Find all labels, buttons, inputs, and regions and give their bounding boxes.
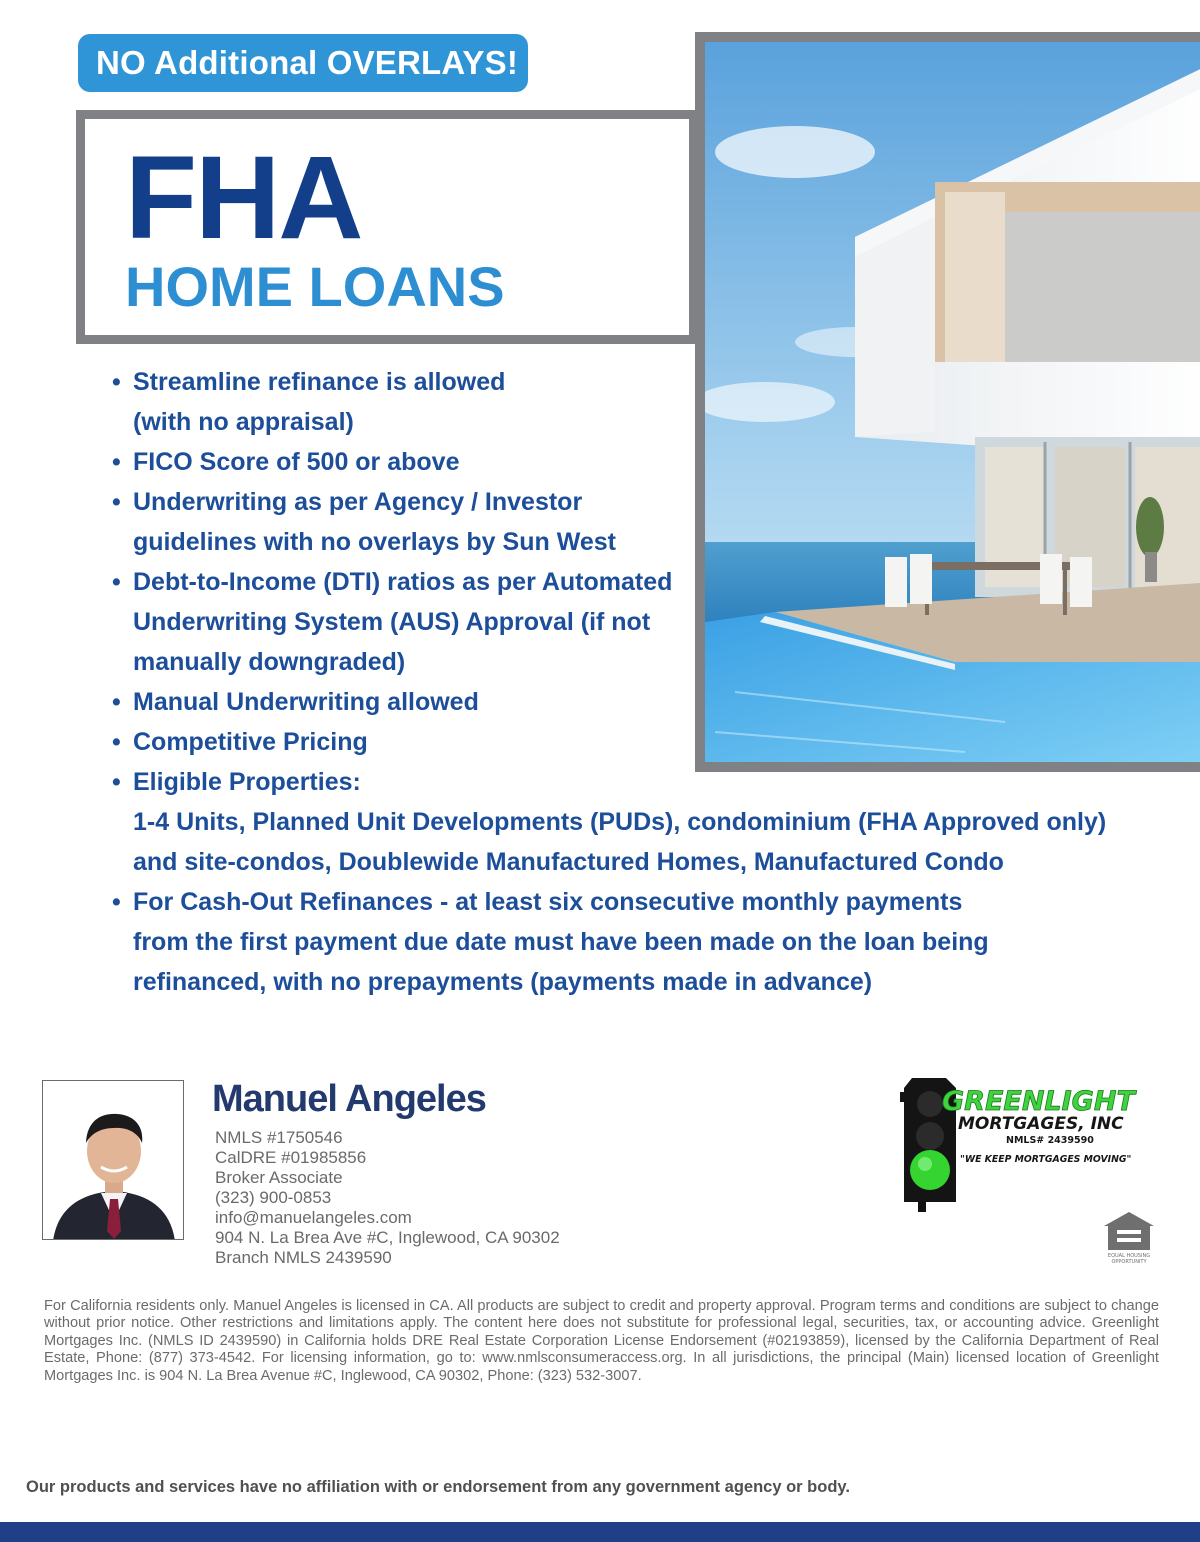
feature-list [112,362,1112,1002]
bullet-line: • Competitive Pricing [133,728,368,756]
ehl-line1: EQUAL HOUSING [1107,1253,1151,1259]
logo-name-line2: MORTGAGES, INC [958,1114,1124,1134]
bullet-line: • Manual Underwriting allowed [133,688,479,716]
bullet-line: • For Cash-Out Refinances - at least six consecutive monthly payments [133,888,963,916]
bullet-line: Underwriting System (AUS) Approval (if not [133,608,651,636]
bullet-line: • FICO Score of 500 or above [133,448,460,476]
ehl-line2: OPPORTUNITY [1111,1259,1147,1265]
bullet-line: refinanced, with no prepayments (payments made in advance) [133,968,873,996]
logo-name-line1: GREENLIGHT [942,1086,1135,1117]
bullet-line: • Streamline refinance is allowed [133,368,506,396]
agent-branch-nmls: Branch NMLS 2439590 [215,1248,392,1267]
bullet-underwriting [112,482,1112,562]
agent-address: 904 N. La Brea Ave #C, Inglewood, CA 90302 [215,1228,560,1247]
agent-email: info@manuelangeles.com [215,1208,412,1227]
agent-contact-block [215,1128,560,1268]
bottom-bar [0,1522,1200,1542]
affiliation-note: Our products and services have no affiliation with or endorsement from any government agency or body. [26,1478,850,1496]
bullet-line: and site-condos, Doublewide Manufactured Homes, Manufactured Condo [133,848,1004,876]
agent-headshot [42,1080,184,1240]
bullet-manual-underwriting [112,682,1112,722]
bullet-line: from the first payment due date must have been made on the loan being [133,928,989,956]
bullet-eligible-properties [112,762,1112,882]
agent-role: Broker Associate [215,1168,343,1187]
bullet-line: guidelines with no overlays by Sun West [133,528,616,556]
bullet-cash-out [112,882,1112,1002]
page-title: FHA [125,132,362,264]
bullet-streamline [112,362,1112,442]
bullet-line: manually downgraded) [133,648,406,676]
bullet-fico [112,442,1112,482]
agent-nmls: NMLS #1750546 [215,1128,343,1147]
title-box [76,110,698,344]
bullet-line: 1-4 Units, Planned Unit Developments (PUDs), condominium (FHA Approved only) [133,808,1107,836]
greenlight-logo [900,1074,1160,1216]
legal-disclaimer: For California residents only. Manuel Angeles is licensed in CA. All products are subject to credit and property approval. Program terms and conditions are subject to change without prior notice. Other restrictions and limitations apply. The content here does not substitute for professional legal, securities, tax, or accounting advice. Greenlight Mortgages Inc. (NMLS ID 2439590) in California holds DRE Real Estate Corporation License Endorsement (#02193859), licensed by the California Department of Real Estate, Phone: (877) 373-4542. For licensing information, go to: www.nmlsconsumeraccess.org. In all jurisdictions, the principal (Main) licensed location of Greenlight Mortgages Inc. is 904 N. La Brea Avenue #C, Inglewood, CA 90302, Phone: (323) 532-3007. [44,1298,1159,1384]
logo-nmls: NMLS# 2439590 [1006,1135,1094,1146]
bullet-dti [112,562,1112,682]
agent-phone: (323) 900-0853 [215,1188,332,1207]
page-subtitle: HOME LOANS [125,255,505,318]
equal-housing-icon [1100,1208,1158,1266]
bullet-pricing [112,722,1112,762]
agent-caldre: CalDRE #01985856 [215,1148,367,1167]
bullet-line: • Debt-to-Income (DTI) ratios as per Automated [133,568,673,596]
overlays-badge: NO Additional OVERLAYS! [78,34,528,92]
bullet-line: • Underwriting as per Agency / Investor [133,488,583,516]
bullet-line: • Eligible Properties: [133,768,361,796]
logo-tagline: "WE KEEP MORTGAGES MOVING" [960,1154,1132,1165]
bullet-line: (with no appraisal) [133,408,354,436]
agent-name: Manuel Angeles [212,1078,486,1120]
